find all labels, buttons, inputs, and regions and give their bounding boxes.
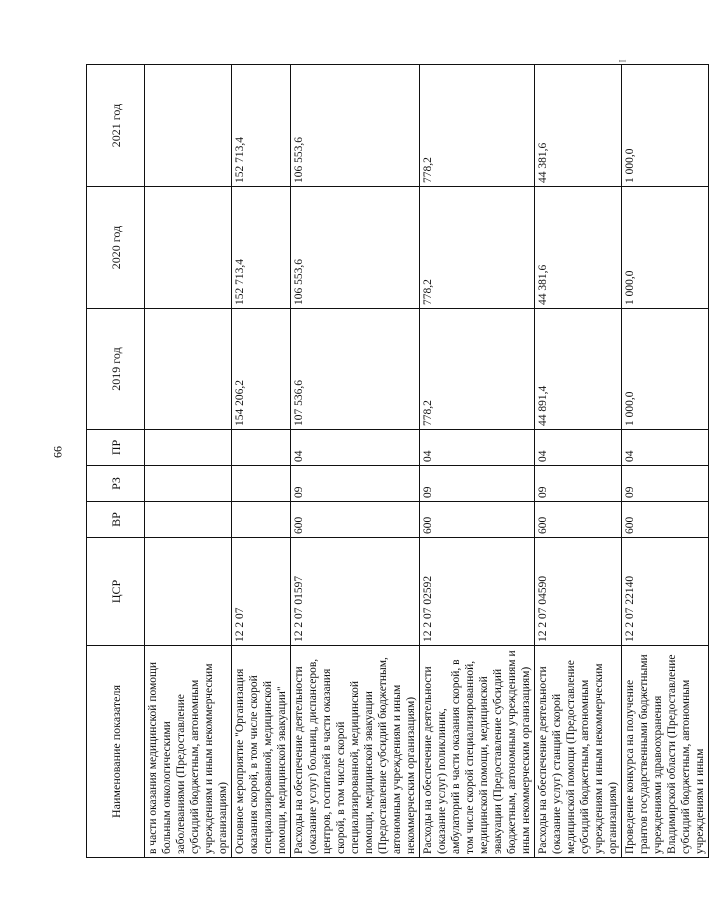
row-rz — [145, 466, 232, 502]
row-csr: 12 2 07 — [232, 538, 291, 646]
row-pr — [232, 430, 291, 466]
header-2021: 2021 год — [87, 65, 145, 187]
row-2021: 106 553,6 — [291, 65, 420, 187]
row-2021: 1 000,0 — [622, 65, 709, 187]
row-2019: 44 891,4 — [535, 309, 622, 430]
row-csr: 12 2 07 01597 — [291, 538, 420, 646]
row-pr: 04 — [622, 430, 709, 466]
header-row — [87, 65, 145, 858]
row-name: в части оказания медицинской помощи больным онкологическими заболеваниями (Предоставление субсидий бюджетным, автономным учреждениям и иным некоммерческим организациям) — [145, 646, 232, 858]
margin-mark: I — [617, 59, 628, 63]
row-2019: 778,2 — [420, 309, 535, 430]
row-2019: 1 000,0 — [622, 309, 709, 430]
row-name: Расходы на обеспечение деятельности (оказание услуг) больниц, диспансеров, центров, госпиталей в части оказания скорой, в том числе скорой специализированной, медицинской помощи, медицинской эвакуации (Предоставление субсидий бюджетным, автономным учреждениям и иным некоммерческим организациям) — [291, 646, 420, 858]
row-2019 — [145, 309, 232, 430]
row-rz — [232, 466, 291, 502]
row-name: Основное мероприятие "Организация оказания скорой, в том числе скорой специализированной, медицинской помощи, медицинской эвакуации" — [232, 646, 291, 858]
row-name: Проведение конкурса на получение грантов государственными бюджетными учреждениями здравоохранения Владимирской области (Предоставление субсидий бюджетным, автономным учреждениям и иным — [622, 646, 709, 858]
row-name: Расходы на обеспечение деятельности (оказание услуг) поликлиник, амбулаторий в части оказания скорой, в том числе скорой специализированной, медицинской помощи, медицинской эвакуации (Предоставление субсидий бюджетным, автономным учреждениям и иным некоммерческим организациям) — [420, 646, 535, 858]
row-rz: 09 — [420, 466, 535, 502]
row-2020 — [145, 187, 232, 309]
row-name: Расходы на обеспечение деятельности (оказание услуг) станций скорой медицинской помощи (Предоставление субсидий бюджетным, автономным учреждениям и иным некоммерческим организациям) — [535, 646, 622, 858]
row-vr: 600 — [420, 502, 535, 538]
page-number: 66 — [50, 446, 65, 458]
row-vr — [145, 502, 232, 538]
table-row — [145, 65, 232, 858]
header-rz: РЗ — [87, 466, 145, 502]
row-2020: 106 553,6 — [291, 187, 420, 309]
row-pr: 04 — [535, 430, 622, 466]
table-row — [622, 65, 709, 858]
row-csr: 12 2 07 04590 — [535, 538, 622, 646]
row-2019: 154 206,2 — [232, 309, 291, 430]
row-vr: 600 — [291, 502, 420, 538]
row-vr: 600 — [535, 502, 622, 538]
row-2021 — [145, 65, 232, 187]
header-2020: 2020 год — [87, 187, 145, 309]
row-csr — [145, 538, 232, 646]
row-pr: 04 — [291, 430, 420, 466]
row-2021: 778,2 — [420, 65, 535, 187]
header-pr: ПР — [87, 430, 145, 466]
table-row — [291, 65, 420, 858]
row-2020: 1 000,0 — [622, 187, 709, 309]
row-pr: 04 — [420, 430, 535, 466]
row-rz: 09 — [622, 466, 709, 502]
row-rz: 09 — [291, 466, 420, 502]
row-pr — [145, 430, 232, 466]
row-csr: 12 2 07 22140 — [622, 538, 709, 646]
row-2020: 152 713,4 — [232, 187, 291, 309]
budget-table — [86, 64, 709, 858]
row-rz: 09 — [535, 466, 622, 502]
row-2021: 152 713,4 — [232, 65, 291, 187]
header-2019: 2019 год — [87, 309, 145, 430]
row-vr: 600 — [622, 502, 709, 538]
row-2021: 44 381,6 — [535, 65, 622, 187]
row-2020: 44 381,6 — [535, 187, 622, 309]
header-vr: ВР — [87, 502, 145, 538]
header-csr: ЦСР — [87, 538, 145, 646]
rotated-table-container — [86, 65, 706, 858]
row-csr: 12 2 07 02592 — [420, 538, 535, 646]
table-row — [232, 65, 291, 858]
row-vr — [232, 502, 291, 538]
header-name: Наименование показателя — [87, 646, 145, 858]
row-2019: 107 536,6 — [291, 309, 420, 430]
table-row — [420, 65, 535, 858]
table-row — [535, 65, 622, 858]
row-2020: 778,2 — [420, 187, 535, 309]
